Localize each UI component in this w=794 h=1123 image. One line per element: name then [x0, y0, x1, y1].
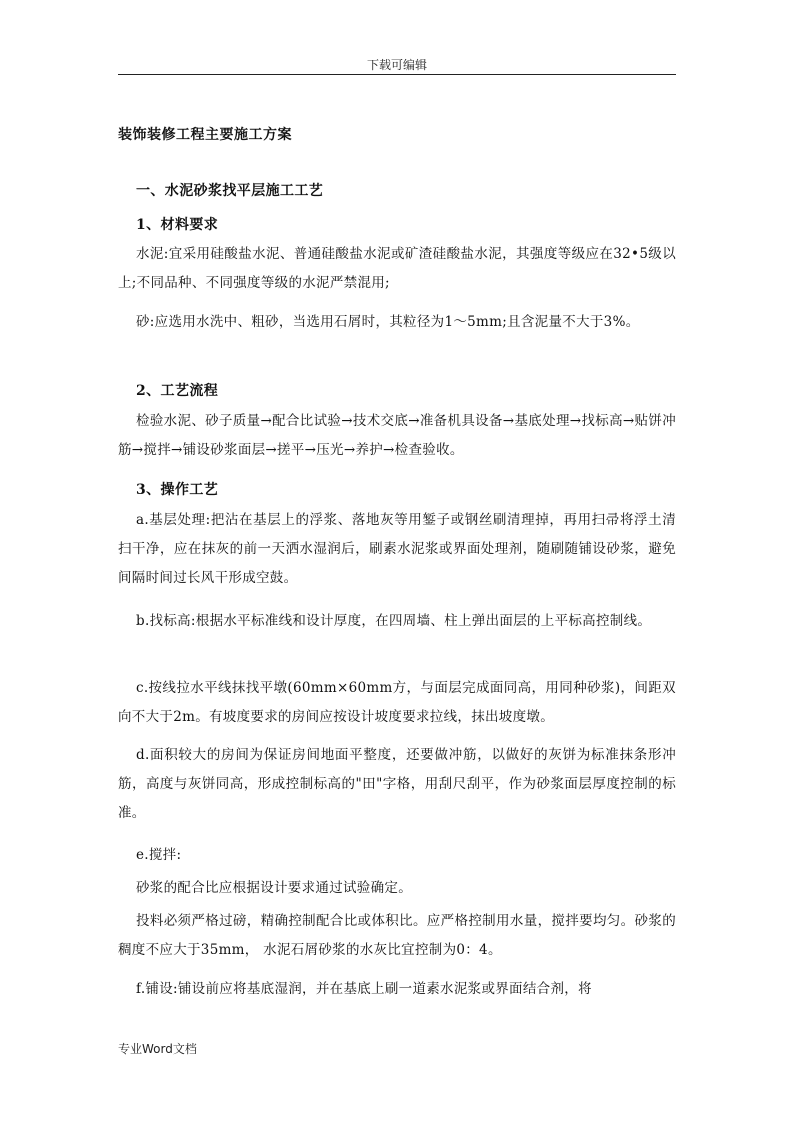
paragraph: b.找标高:根据水平标准线和设计厚度，在四周墙、柱上弹出面层的上平标高控制线。: [136, 613, 652, 629]
paragraph: d.面积较大的房间为保证房间地面平整度，还要做冲筋，以做好的灰饼为标准抹条形冲筋，高度与灰饼同高，形成控制标高的"田"字格，用刮尺刮平，作为砂浆面层厚度控制的标准。: [118, 747, 676, 821]
paragraph: 砂:应选用水洗中、粗砂，当选用石屑时，其粒径为1～5mm;且含泥量不大于3%。: [136, 314, 640, 330]
paragraph: 投料必须严格过磅，精确控制配合比或体积比。应严格控制用水量，搅拌要均匀。砂浆的稠度不应大于35mm， 水泥石屑砂浆的水灰比宜控制为0：4。: [118, 913, 676, 958]
header-divider: [118, 74, 676, 75]
paragraph: 检验水泥、砂子质量→配合比试验→技术交底→准备机具设备→基底处理→找标高→贴饼冲筋→搅拌→铺设砂浆面层→搓平→压光→养护→检查验收。: [118, 413, 676, 458]
subsection-heading: 2、工艺流程: [136, 383, 219, 399]
page-footer: 专业Word文档: [118, 1042, 197, 1056]
paragraph: c.按线拉水平线抹找平墩(60mm×60mm方，与面层完成面同高，用同种砂浆)，间距双向不大于2m。有坡度要求的房间应按设计坡度要求拉线，抹出坡度墩。: [118, 680, 676, 725]
paragraph: a.基层处理:把沾在基层上的浮浆、落地灰等用錾子或钢丝刷清理掉，再用扫帚将浮土清扫干净，应在抹灰的前一天洒水湿润后，刷素水泥浆或界面处理剂，随刷随铺设砂浆，避免间隔时间过长风干形成空鼓。: [118, 512, 676, 586]
page-header: 下载可编辑: [366, 58, 427, 72]
document-title: 装饰装修工程主要施工方案: [118, 127, 292, 143]
section-heading: 一、水泥砂浆找平层施工工艺: [136, 183, 324, 199]
paragraph: f.铺设:铺设前应将基底湿润，并在基底上刷一道素水泥浆或界面结合剂，将: [136, 981, 592, 997]
paragraph: 水泥:宜采用硅酸盐水泥、普通硅酸盐水泥或矿渣硅酸盐水泥，其强度等级应在32•5级以上;不同品种、不同强度等级的水泥严禁混用;: [118, 246, 676, 291]
paragraph: e.搅拌:: [136, 847, 182, 863]
paragraph: 砂浆的配合比应根据设计要求通过试验确定。: [136, 880, 412, 896]
subsection-heading: 1、材料要求: [136, 217, 219, 233]
subsection-heading: 3、操作工艺: [136, 482, 219, 498]
